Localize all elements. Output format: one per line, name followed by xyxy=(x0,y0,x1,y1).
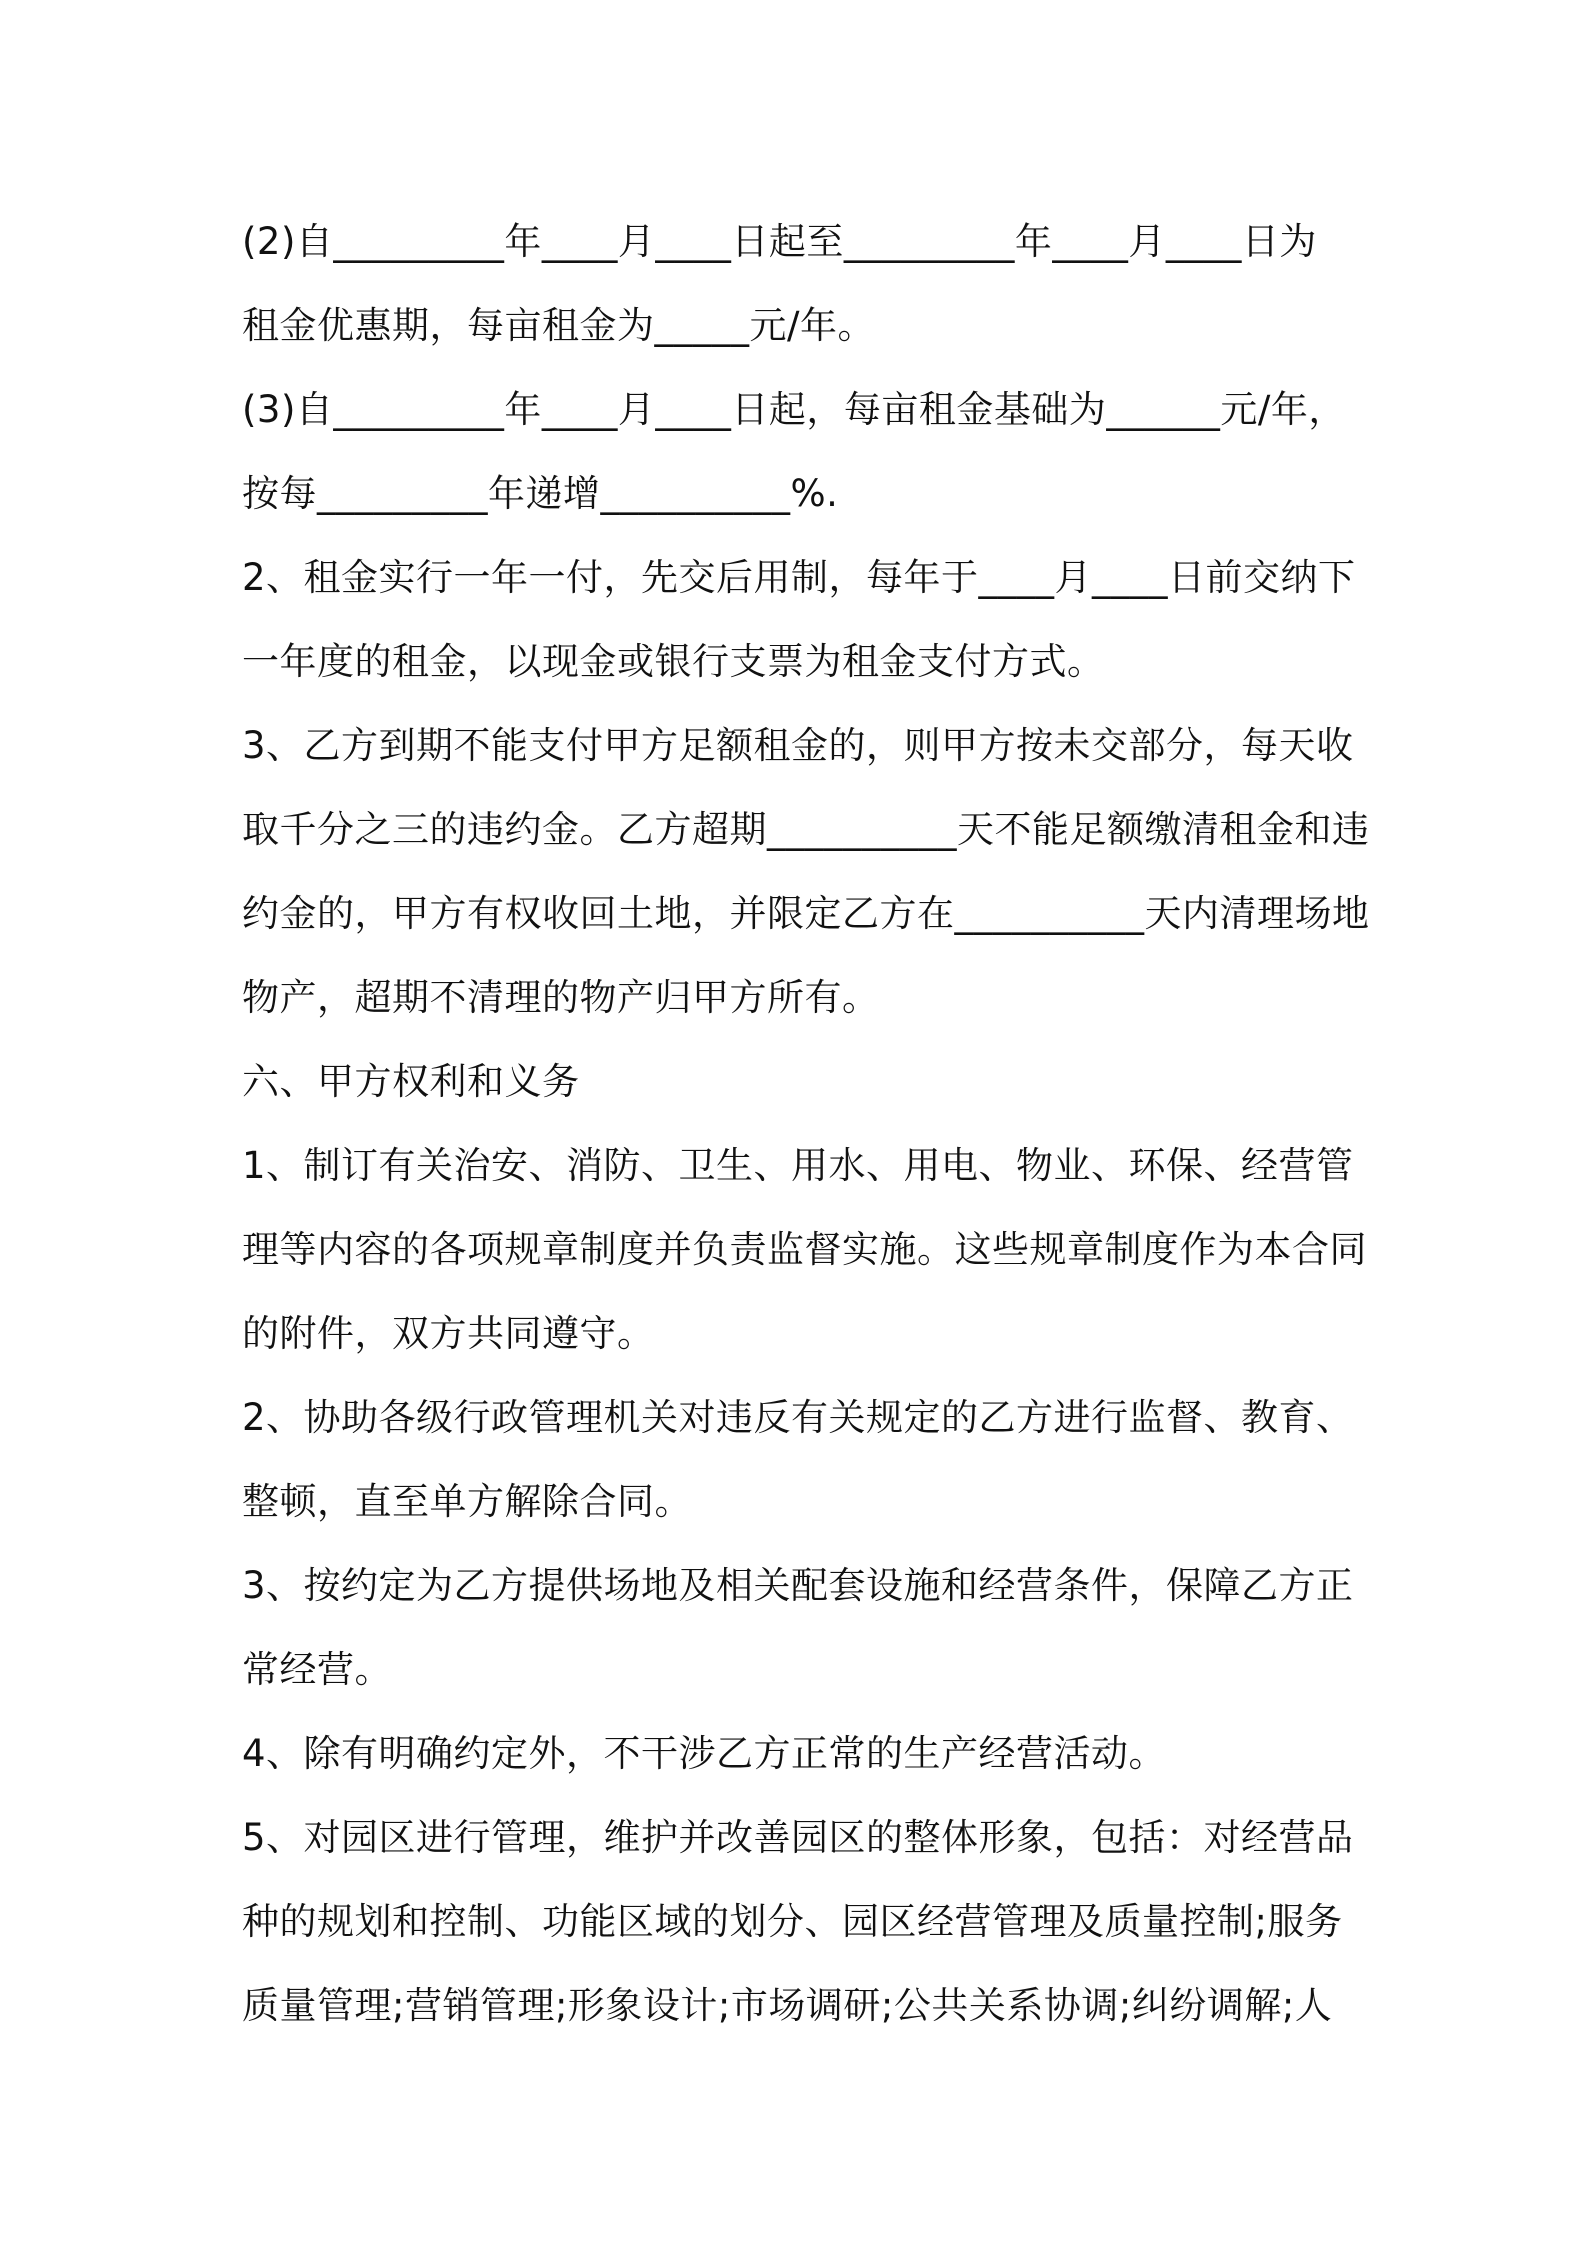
text-line: 的附件，双方共同遵守。 xyxy=(242,1312,655,1355)
text-line: 整顿，直至单方解除合同。 xyxy=(242,1480,692,1523)
text-line: (2)自_________年____月____日起至_________年____月____日为 xyxy=(242,220,1317,263)
text-line: 理等内容的各项规章制度并负责监督实施。这些规章制度作为本合同 xyxy=(242,1228,1367,1271)
text-line: 2、租金实行一年一付，先交后用制，每年于____月____日前交纳下 xyxy=(242,556,1356,599)
text-line: 按每_________年递增__________%. xyxy=(242,472,839,515)
text-line: 常经营。 xyxy=(242,1648,392,1691)
text-line: 3、乙方到期不能支付甲方足额租金的，则甲方按未交部分，每天收 xyxy=(242,724,1354,767)
text-line: 物产，超期不清理的物产归甲方所有。 xyxy=(242,976,880,1019)
text-line: 种的规划和控制、功能区域的划分、园区经营管理及质量控制;服务 xyxy=(242,1900,1343,1943)
text-line: 1、制订有关治安、消防、卫生、用水、用电、物业、环保、经营管 xyxy=(242,1144,1354,1187)
text-line: 5、对园区进行管理，维护并改善园区的整体形象，包括：对经营品 xyxy=(242,1816,1354,1859)
text-line: 一年度的租金，以现金或银行支票为租金支付方式。 xyxy=(242,640,1105,683)
text-line: 租金优惠期，每亩租金为_____元/年。 xyxy=(242,304,875,347)
text-line: (3)自_________年____月____日起，每亩租金基础为______元/年， xyxy=(242,388,1346,431)
text-line: 2、协助各级行政管理机关对违反有关规定的乙方进行监督、教育、 xyxy=(242,1396,1354,1439)
text-line: 3、按约定为乙方提供场地及相关配套设施和经营条件，保障乙方正 xyxy=(242,1564,1354,1607)
text-line: 约金的，甲方有权收回土地，并限定乙方在__________天内清理场地 xyxy=(242,892,1370,935)
text-line: 4、除有明确约定外，不干涉乙方正常的生产经营活动。 xyxy=(242,1732,1167,1775)
document-page xyxy=(242,200,1370,2048)
text-line: 质量管理;营销管理;形象设计;市场调研;公共关系协调;纠纷调解;人 xyxy=(242,1984,1333,2027)
section-heading: 六、甲方权利和义务 xyxy=(242,1060,580,1103)
text-line: 取千分之三的违约金。乙方超期__________天不能足额缴清租金和违 xyxy=(242,808,1370,851)
